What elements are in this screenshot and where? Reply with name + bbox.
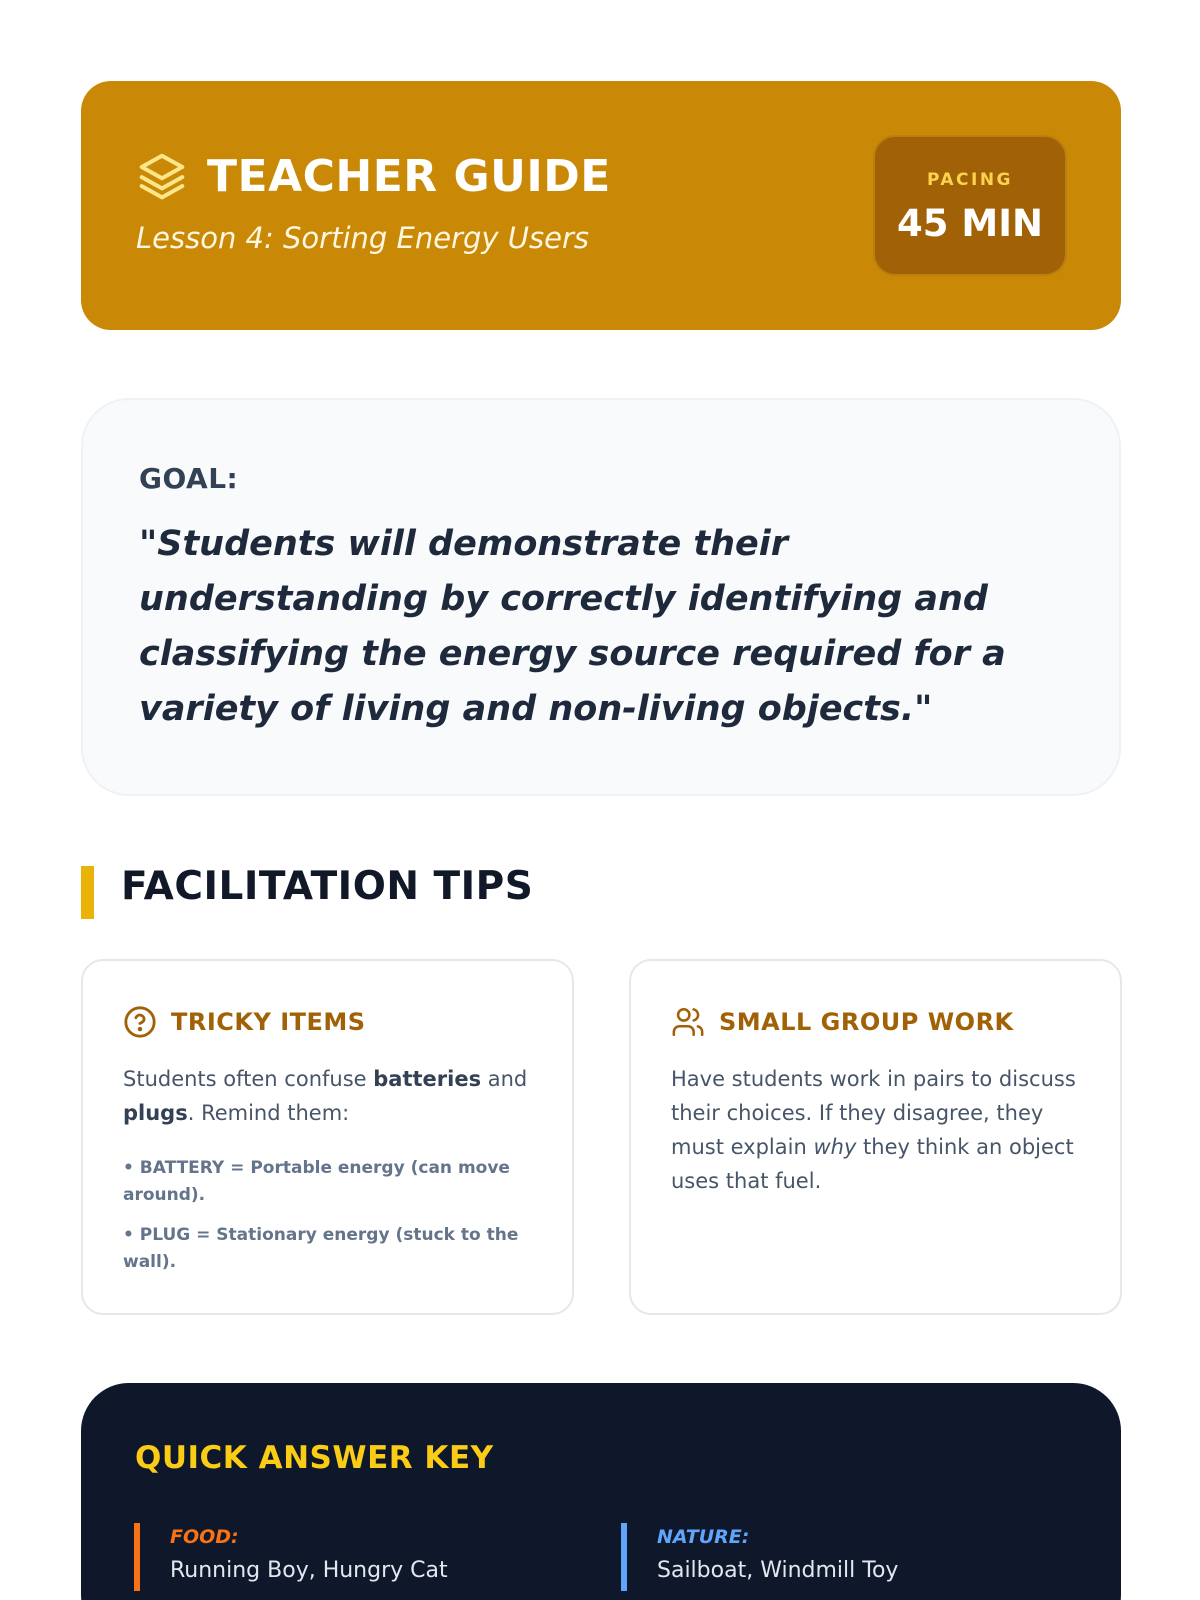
- question-circle-icon: [123, 1005, 157, 1039]
- small-group-body: [671, 1062, 1091, 1198]
- header-banner: [81, 81, 1121, 330]
- goal-card: [81, 398, 1121, 796]
- tricky-items-title: TRICKY ITEMS: [171, 1008, 366, 1036]
- list-item: • BATTERY = Portable energy (can move around).: [123, 1158, 510, 1205]
- answer-nature-label: NATURE:: [657, 1526, 750, 1548]
- goal-label: GOAL:: [139, 462, 239, 495]
- answer-nature-value: Sailboat, Windmill Toy: [657, 1558, 899, 1583]
- small-group-work-card: [629, 959, 1122, 1315]
- list-item: • PLUG = Stationary energy (stuck to the wall).: [123, 1225, 519, 1272]
- section-accent-bar: [81, 866, 94, 919]
- facilitation-tips-heading: FACILITATION TIPS: [121, 864, 534, 909]
- pacing-value: 45 MIN: [897, 202, 1043, 245]
- quick-answer-key: [81, 1383, 1121, 1600]
- answer-food-label: FOOD:: [170, 1526, 239, 1548]
- group-body-text: Have students work in pairs to discuss their choices. If they disagree, they must explain: [671, 1067, 1076, 1159]
- answer-food-value: Running Boy, Hungry Cat: [170, 1558, 448, 1583]
- group-body-why: why: [813, 1135, 857, 1159]
- tricky-body-and: and: [481, 1067, 528, 1091]
- tricky-body-plugs: plugs: [123, 1101, 188, 1125]
- answer-key-title: QUICK ANSWER KEY: [135, 1440, 494, 1476]
- goal-text: "Students will demonstrate their understanding by correctly identifying and classifying the energy source required for a variety of living and non-living objects.": [139, 524, 1006, 729]
- tricky-items-card: [81, 959, 574, 1315]
- tricky-body-remind: . Remind them:: [187, 1101, 350, 1125]
- answer-food: [134, 1523, 448, 1591]
- layers-icon: [135, 149, 189, 203]
- tricky-items-header: [123, 1005, 366, 1039]
- small-group-title: SMALL GROUP WORK: [719, 1008, 1014, 1036]
- answer-nature: [621, 1523, 898, 1591]
- header-title-row: [135, 149, 611, 203]
- small-group-header: [671, 1005, 1014, 1039]
- tricky-body-text: Students often confuse: [123, 1067, 374, 1091]
- group-body-suffix: they think an object uses that fuel.: [671, 1135, 1074, 1193]
- tricky-items-bullets: [123, 1155, 523, 1289]
- users-icon: [671, 1005, 705, 1039]
- lesson-subtitle: Lesson 4: Sorting Energy Users: [136, 221, 589, 255]
- tricky-body-batteries: batteries: [373, 1067, 482, 1091]
- pacing-badge: [873, 135, 1067, 276]
- page-title: TEACHER GUIDE: [207, 150, 611, 202]
- tricky-items-body: [123, 1062, 543, 1130]
- pacing-label: PACING: [926, 170, 1014, 190]
